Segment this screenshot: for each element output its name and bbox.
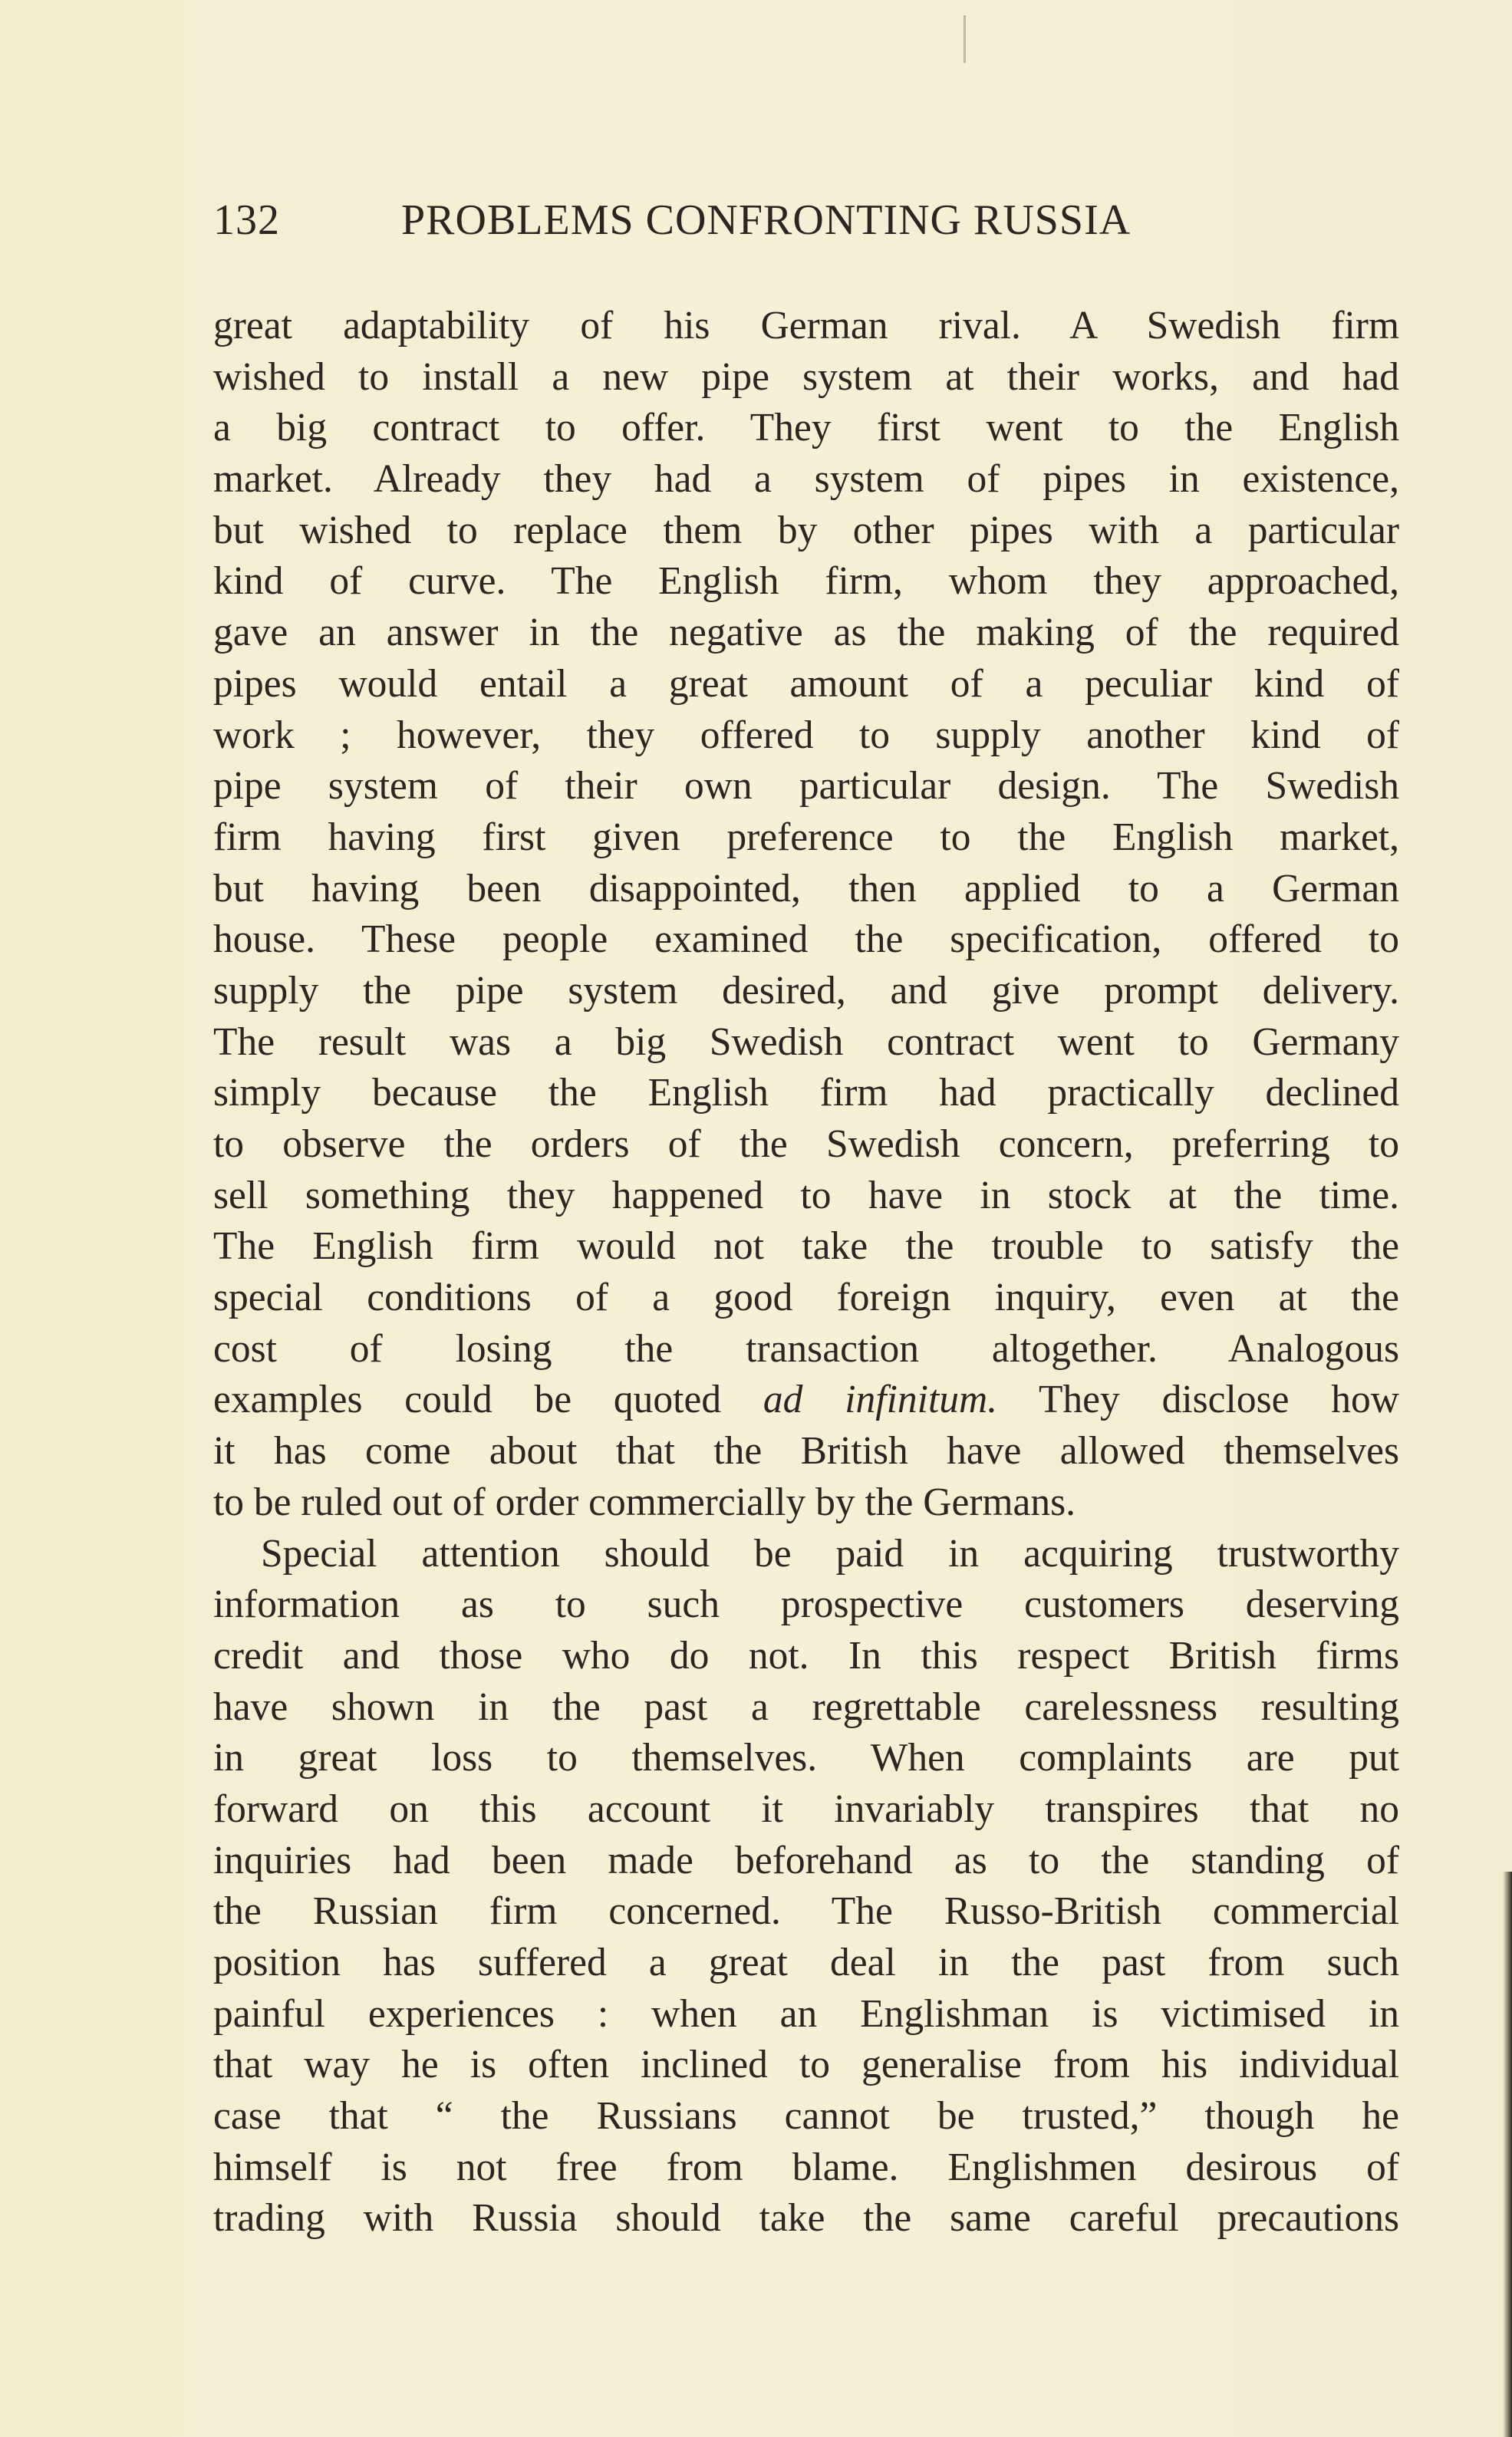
text-line: trading with Russia should take the same careful precautions <box>213 2196 1399 2241</box>
text-line: it has come about that the British have allowed themselves <box>213 1429 1399 1474</box>
text-line: The result was a big Swedish contract went to Germany <box>213 1019 1399 1064</box>
text-line: but wished to replace them by other pipes with a particular <box>213 508 1399 552</box>
italic-phrase: ad infinitum. <box>763 1378 998 1422</box>
text-segment: They disclose how <box>997 1378 1399 1422</box>
text-line: painful experiences : when an Englishman is victimised in <box>213 1991 1399 2036</box>
text-line: case that “ the Russians cannot be trusted,” though he <box>213 2094 1399 2139</box>
text-line: gave an answer in the negative as the making of the required <box>213 611 1399 655</box>
paragraph-1 <box>213 301 1399 1529</box>
text-line: that way he is often inclined to generalise from his individual <box>213 2043 1399 2087</box>
text-line: have shown in the past a regrettable carelessness resulting <box>213 1684 1399 1729</box>
text-line: the Russian firm concerned. The Russo-British commercial <box>213 1889 1399 1934</box>
body-text <box>213 301 1399 2244</box>
text-line: great adaptability of his German rival. A Swedish firm <box>213 304 1399 347</box>
text-line: cost of losing the transaction altogether. Analogous <box>213 1326 1399 1371</box>
text-line: kind of curve. The English firm, whom they approached, <box>213 559 1399 604</box>
paragraph-2 <box>213 1529 1399 2245</box>
text-line: work ; however, they offered to supply another kind of <box>213 713 1399 757</box>
text-line: but having been disappointed, then applied to a German <box>213 866 1399 911</box>
text-line: in great loss to themselves. When complaints are put <box>213 1736 1399 1780</box>
text-line: supply the pipe system desired, and give prompt delivery. <box>213 968 1399 1013</box>
page-header <box>213 193 1399 247</box>
text-line: pipes would entail a great amount of a peculiar kind of <box>213 661 1399 706</box>
text-line-with-italic <box>213 1375 1399 1426</box>
text-line: position has suffered a great deal in the past from such <box>213 1941 1399 1984</box>
text-line: himself is not free from blame. Englishmen desirous of <box>213 2145 1399 2189</box>
text-line: sell something they happened to have in stock at the time. <box>213 1173 1399 1217</box>
text-line: wished to install a new pipe system at their works, and had <box>213 354 1399 399</box>
text-line: pipe system of their own particular design. The Swedish <box>213 764 1399 808</box>
scan-gutter-mark <box>964 15 966 63</box>
text-line: forward on this account it invariably transpires that no <box>213 1787 1399 1831</box>
text-segment: examples could be quoted <box>213 1378 763 1422</box>
text-line: simply because the English firm had practically declined <box>213 1071 1399 1115</box>
running-head: PROBLEMS CONFRONTING RUSSIA <box>401 196 1132 244</box>
text-line: The English firm would not take the trouble to satisfy the <box>213 1224 1399 1269</box>
text-line: market. Already they had a system of pipes in existence, <box>213 457 1399 502</box>
text-line: Special attention should be paid in acquiring trustworthy <box>261 1531 1399 1576</box>
text-line: inquiries had been made beforehand as to the standing of <box>213 1838 1399 1882</box>
text-line: to be ruled out of order commercially by the Germans. <box>213 1480 1076 1524</box>
text-line: to observe the orders of the Swedish concern, preferring to <box>213 1122 1399 1166</box>
text-line: credit and those who do not. In this respect British firms <box>213 1633 1399 1678</box>
text-line: house. These people examined the specification, offered to <box>213 917 1399 962</box>
text-line: firm having first given preference to the English market, <box>213 815 1399 859</box>
page-edge-shadow <box>1503 1872 1512 2437</box>
page-number: 132 <box>213 196 280 244</box>
text-line: special conditions of a good foreign inquiry, even at the <box>213 1276 1399 1320</box>
text-line: a big contract to offer. They first went to the English <box>213 406 1399 450</box>
text-line: information as to such prospective customers deserving <box>213 1582 1399 1627</box>
